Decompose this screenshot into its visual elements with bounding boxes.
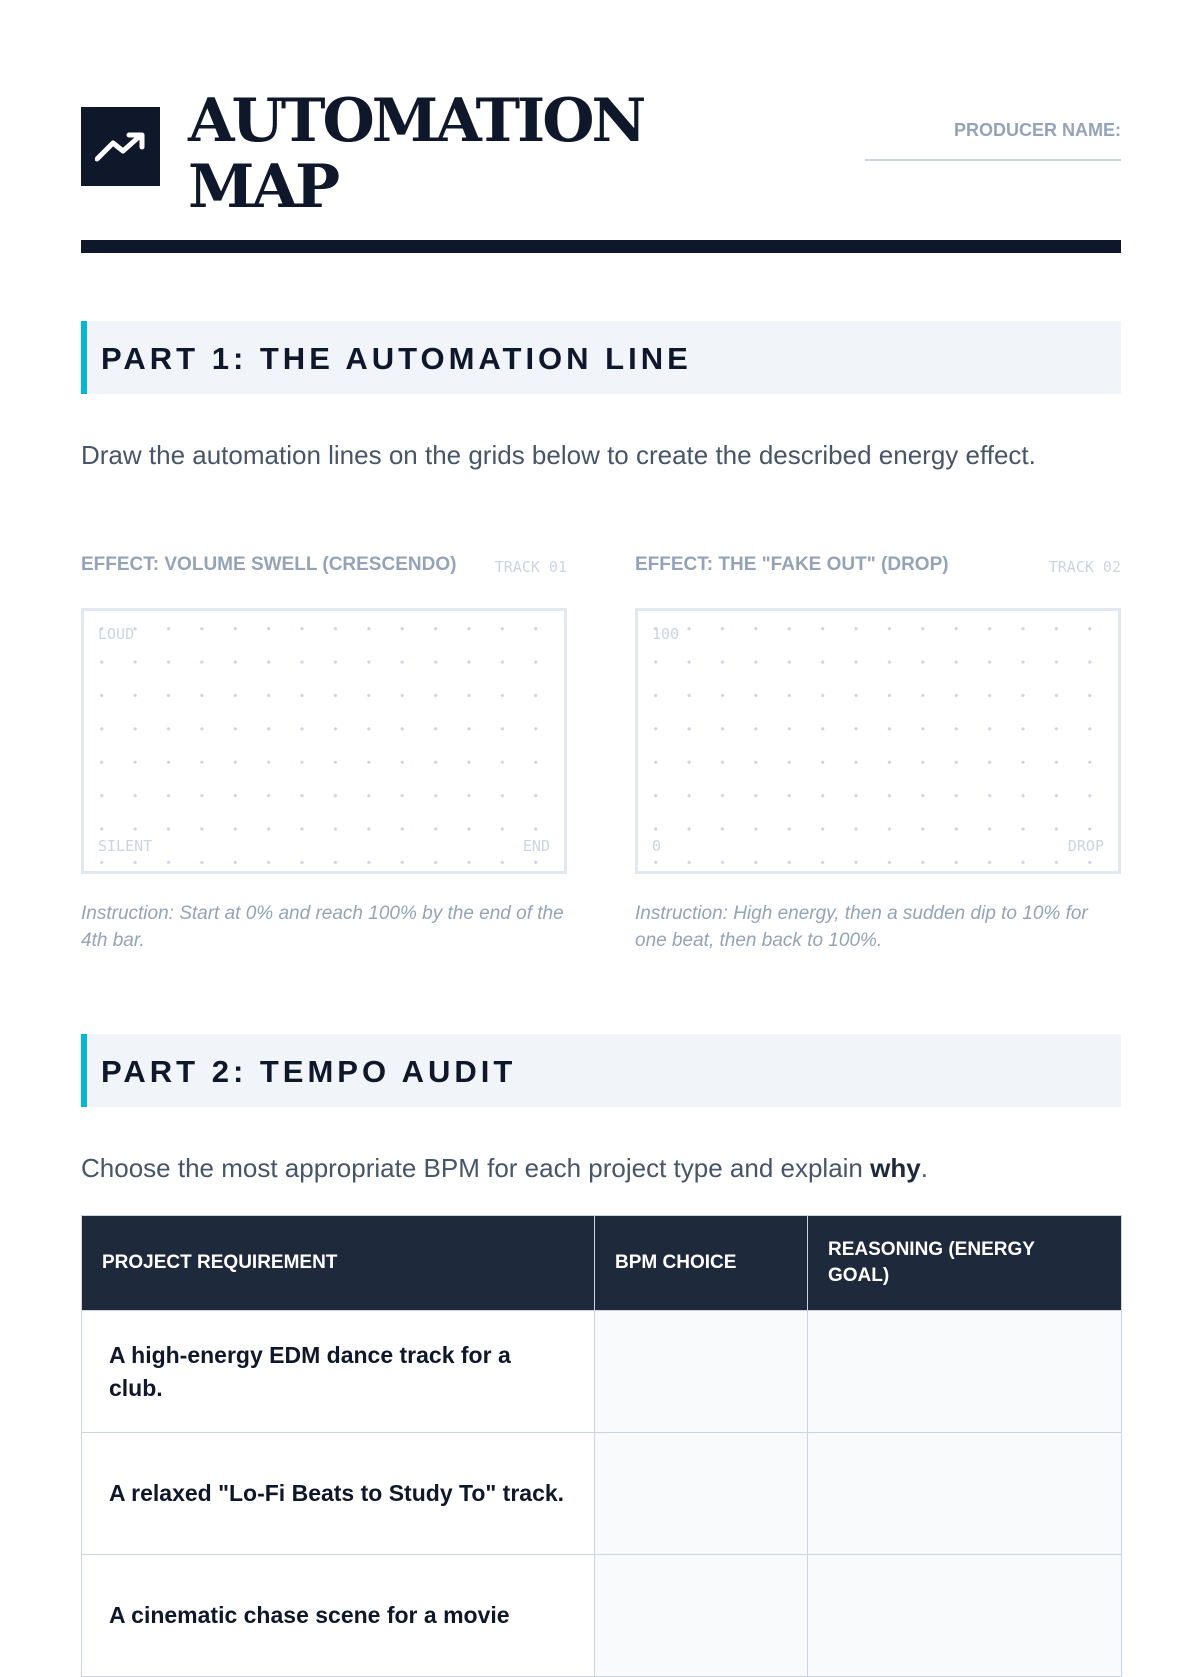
track-tag: TRACK 02 (1048, 558, 1121, 576)
reasoning-cell[interactable] (808, 1311, 1122, 1433)
producer-name-field[interactable] (861, 120, 1121, 161)
grid-label-top: 100 (652, 625, 680, 643)
grid-instruction: Instruction: High energy, then a sudden dip to 10% for one beat, then back to 100%. (635, 903, 1088, 951)
worksheet-header (81, 88, 1121, 248)
part2-intro-suffix: . (920, 1153, 928, 1183)
automation-grid-track-01 (81, 552, 567, 951)
part2-intro (81, 1148, 1121, 1188)
part2-intro-prefix: Choose the most appropriate BPM for each project type and explain (81, 1153, 871, 1183)
trending-up-icon (95, 131, 147, 163)
grid-instruction: Instruction: Start at 0% and reach 100% by the end of the 4th bar. (81, 903, 564, 951)
requirement-cell: A relaxed "Lo-Fi Beats to Study To" track. (82, 1433, 595, 1555)
part1-banner (81, 321, 1121, 394)
column-header-requirement: PROJECT REQUIREMENT (82, 1216, 595, 1311)
part2-heading: PART 2: TEMPO AUDIT (101, 1054, 517, 1089)
reasoning-cell[interactable] (808, 1433, 1122, 1555)
grid-label-bottom-left: 0 (652, 837, 662, 855)
producer-name-label: PRODUCER NAME: (953, 120, 1121, 140)
effect-title: EFFECT: THE "FAKE OUT" (DROP) (635, 554, 949, 575)
grid-label-bottom-left: SILENT (98, 837, 153, 855)
table-header-row (82, 1216, 1122, 1311)
grid-label-top: LOUD (98, 625, 135, 643)
header-divider (81, 240, 1121, 253)
part1-heading: PART 1: THE AUTOMATION LINE (101, 341, 692, 376)
grid-header (635, 552, 1121, 580)
producer-name-blank[interactable] (865, 159, 1121, 161)
tempo-audit-table (81, 1215, 1122, 1677)
requirement-cell: A high-energy EDM dance track for a club. (82, 1311, 595, 1433)
reasoning-cell[interactable] (808, 1555, 1122, 1677)
grid-header (81, 552, 567, 580)
logo (81, 107, 160, 186)
drawing-grid[interactable] (635, 608, 1121, 874)
bpm-choice-cell[interactable] (595, 1311, 808, 1433)
page-title (188, 88, 643, 220)
table-row (82, 1555, 1122, 1677)
column-header-reasoning: REASONING (ENERGY GOAL) (808, 1216, 1122, 1311)
bpm-choice-cell[interactable] (595, 1433, 808, 1555)
column-header-bpm: BPM CHOICE (595, 1216, 808, 1311)
part2-intro-emphasis: why (870, 1153, 921, 1183)
requirement-cell: A cinematic chase scene for a movie (82, 1555, 595, 1677)
title-line-1: AUTOMATION (188, 86, 644, 156)
part2-banner (81, 1034, 1121, 1107)
part1-intro: Draw the automation lines on the grids below to create the described energy effect. (81, 440, 1036, 470)
grid-label-bottom-right: DROP (1067, 837, 1104, 855)
title-line-2: MAP (188, 152, 338, 222)
grid-label-bottom-right: END (522, 837, 550, 855)
effect-title: EFFECT: VOLUME SWELL (CRESCENDO) (81, 554, 457, 575)
drawing-grid[interactable] (81, 608, 567, 874)
table-row (82, 1433, 1122, 1555)
table-row (82, 1311, 1122, 1433)
automation-grid-track-02 (635, 552, 1121, 951)
track-tag: TRACK 01 (494, 558, 567, 576)
bpm-choice-cell[interactable] (595, 1555, 808, 1677)
